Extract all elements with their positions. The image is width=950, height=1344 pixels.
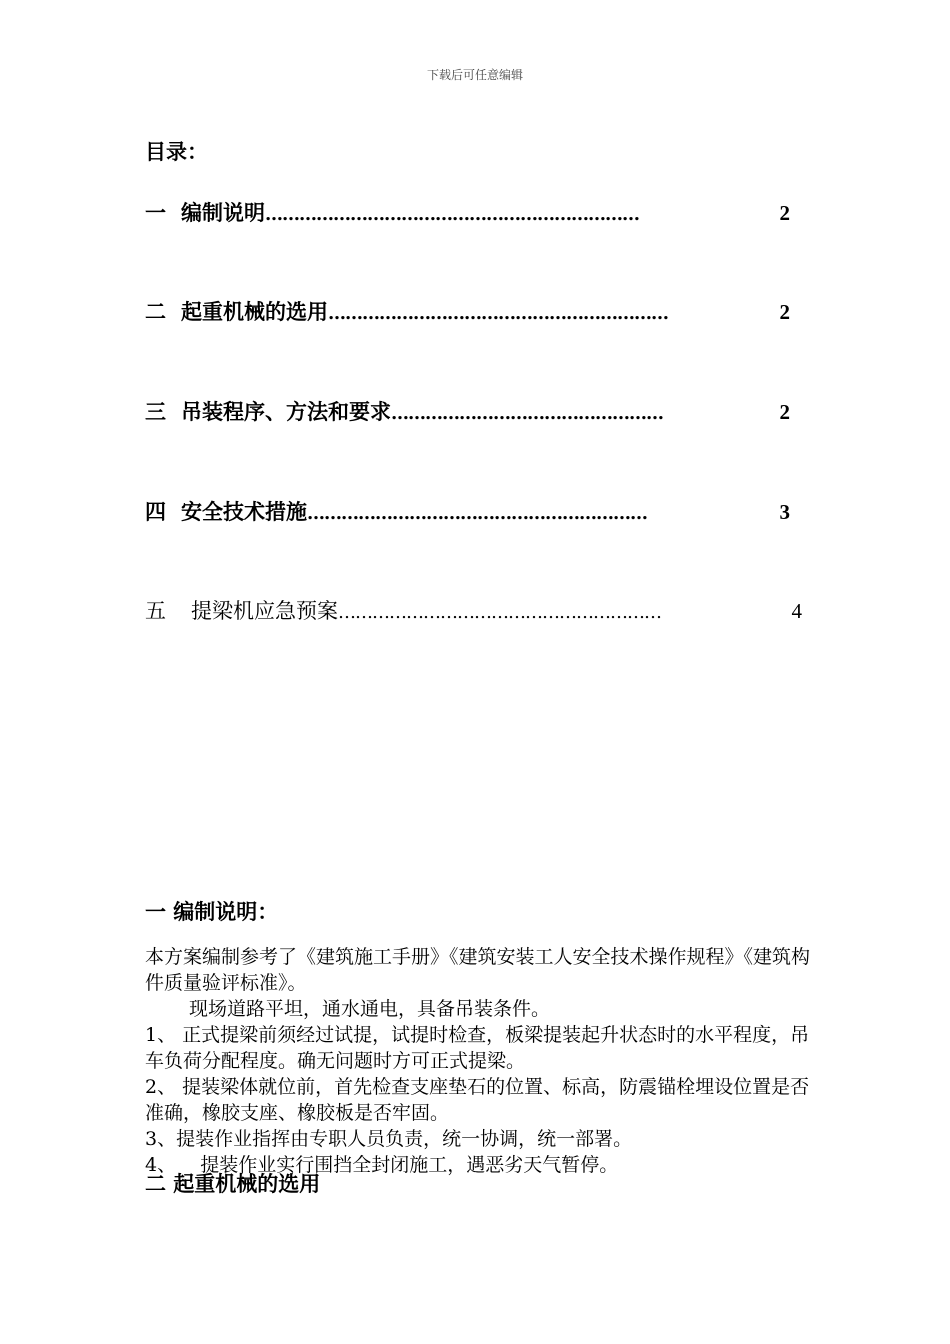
toc-entry-text: 安全技术措施 <box>181 500 307 524</box>
toc-entry-4[interactable] <box>145 496 790 526</box>
toc-entry-number: 二 <box>145 300 166 324</box>
list-item: 4、 提装作业实行围挡全封闭施工，遇恶劣天气暂停。 <box>145 1154 619 1176</box>
toc-entry-page: 4 <box>791 599 802 623</box>
toc-entry-page: 2 <box>779 400 790 424</box>
toc-entry-number: 三 <box>145 400 166 424</box>
toc-entry-text: 提梁机应急预案 <box>191 599 338 623</box>
site-condition-paragraph: 现场道路平坦，通水通电，具备吊装条件。 <box>189 998 551 1020</box>
toc-entry-page: 2 <box>779 300 790 324</box>
toc-entry-number: 五 <box>145 599 166 623</box>
intro-paragraph: 本方案编制参考了《建筑施工手册》《建筑安装工人安全技术操作规程》《建筑构件质量验评标准》。 <box>145 946 811 994</box>
section-heading-1: 一 编制说明： <box>145 900 279 924</box>
toc-entry-number: 一 <box>145 201 166 225</box>
toc-leader-dots: …………………………………………………… <box>328 303 668 324</box>
toc-entry-text: 吊装程序、方法和要求 <box>181 400 391 424</box>
toc-leader-dots: …………………………………………………… <box>307 503 647 524</box>
toc-leader-dots: ………………………………………………………… <box>265 204 639 225</box>
section-heading-2: 二 起重机械的选用 <box>145 1172 321 1196</box>
list-item: 3、提装作业指挥由专职人员负责，统一协调，统一部署。 <box>145 1128 633 1150</box>
toc-leader-dots: ………………………………………… <box>391 403 663 424</box>
toc-entry-number: 四 <box>145 500 166 524</box>
section-1-body <box>145 944 810 1178</box>
toc-title: 目录： <box>145 140 208 164</box>
list-item: 2、 提装梁体就位前，首先检查支座垫石的位置、标高，防震锚栓埋设位置是否准确，橡胶支座、橡胶板是否牢固。 <box>145 1076 810 1124</box>
toc-entry-text: 编制说明 <box>181 201 265 225</box>
page-header-note: 下载后可任意编辑 <box>426 68 523 82</box>
toc-entry-1[interactable] <box>145 197 790 227</box>
toc-leader-dots: ………………………………………………… <box>338 602 661 623</box>
toc-entry-2[interactable] <box>145 296 790 326</box>
toc-entry-page: 2 <box>779 201 790 225</box>
toc-entry-3[interactable] <box>145 396 790 426</box>
toc-entry-text: 起重机械的选用 <box>181 300 328 324</box>
toc-entry-page: 3 <box>779 500 790 524</box>
toc-entry-5[interactable] <box>145 595 802 625</box>
list-item: 1、 正式提梁前须经过试提，试提时检查，板梁提装起升状态时的水平程度，吊车负荷分配程度。确无问题时方可正式提梁。 <box>145 1024 810 1072</box>
